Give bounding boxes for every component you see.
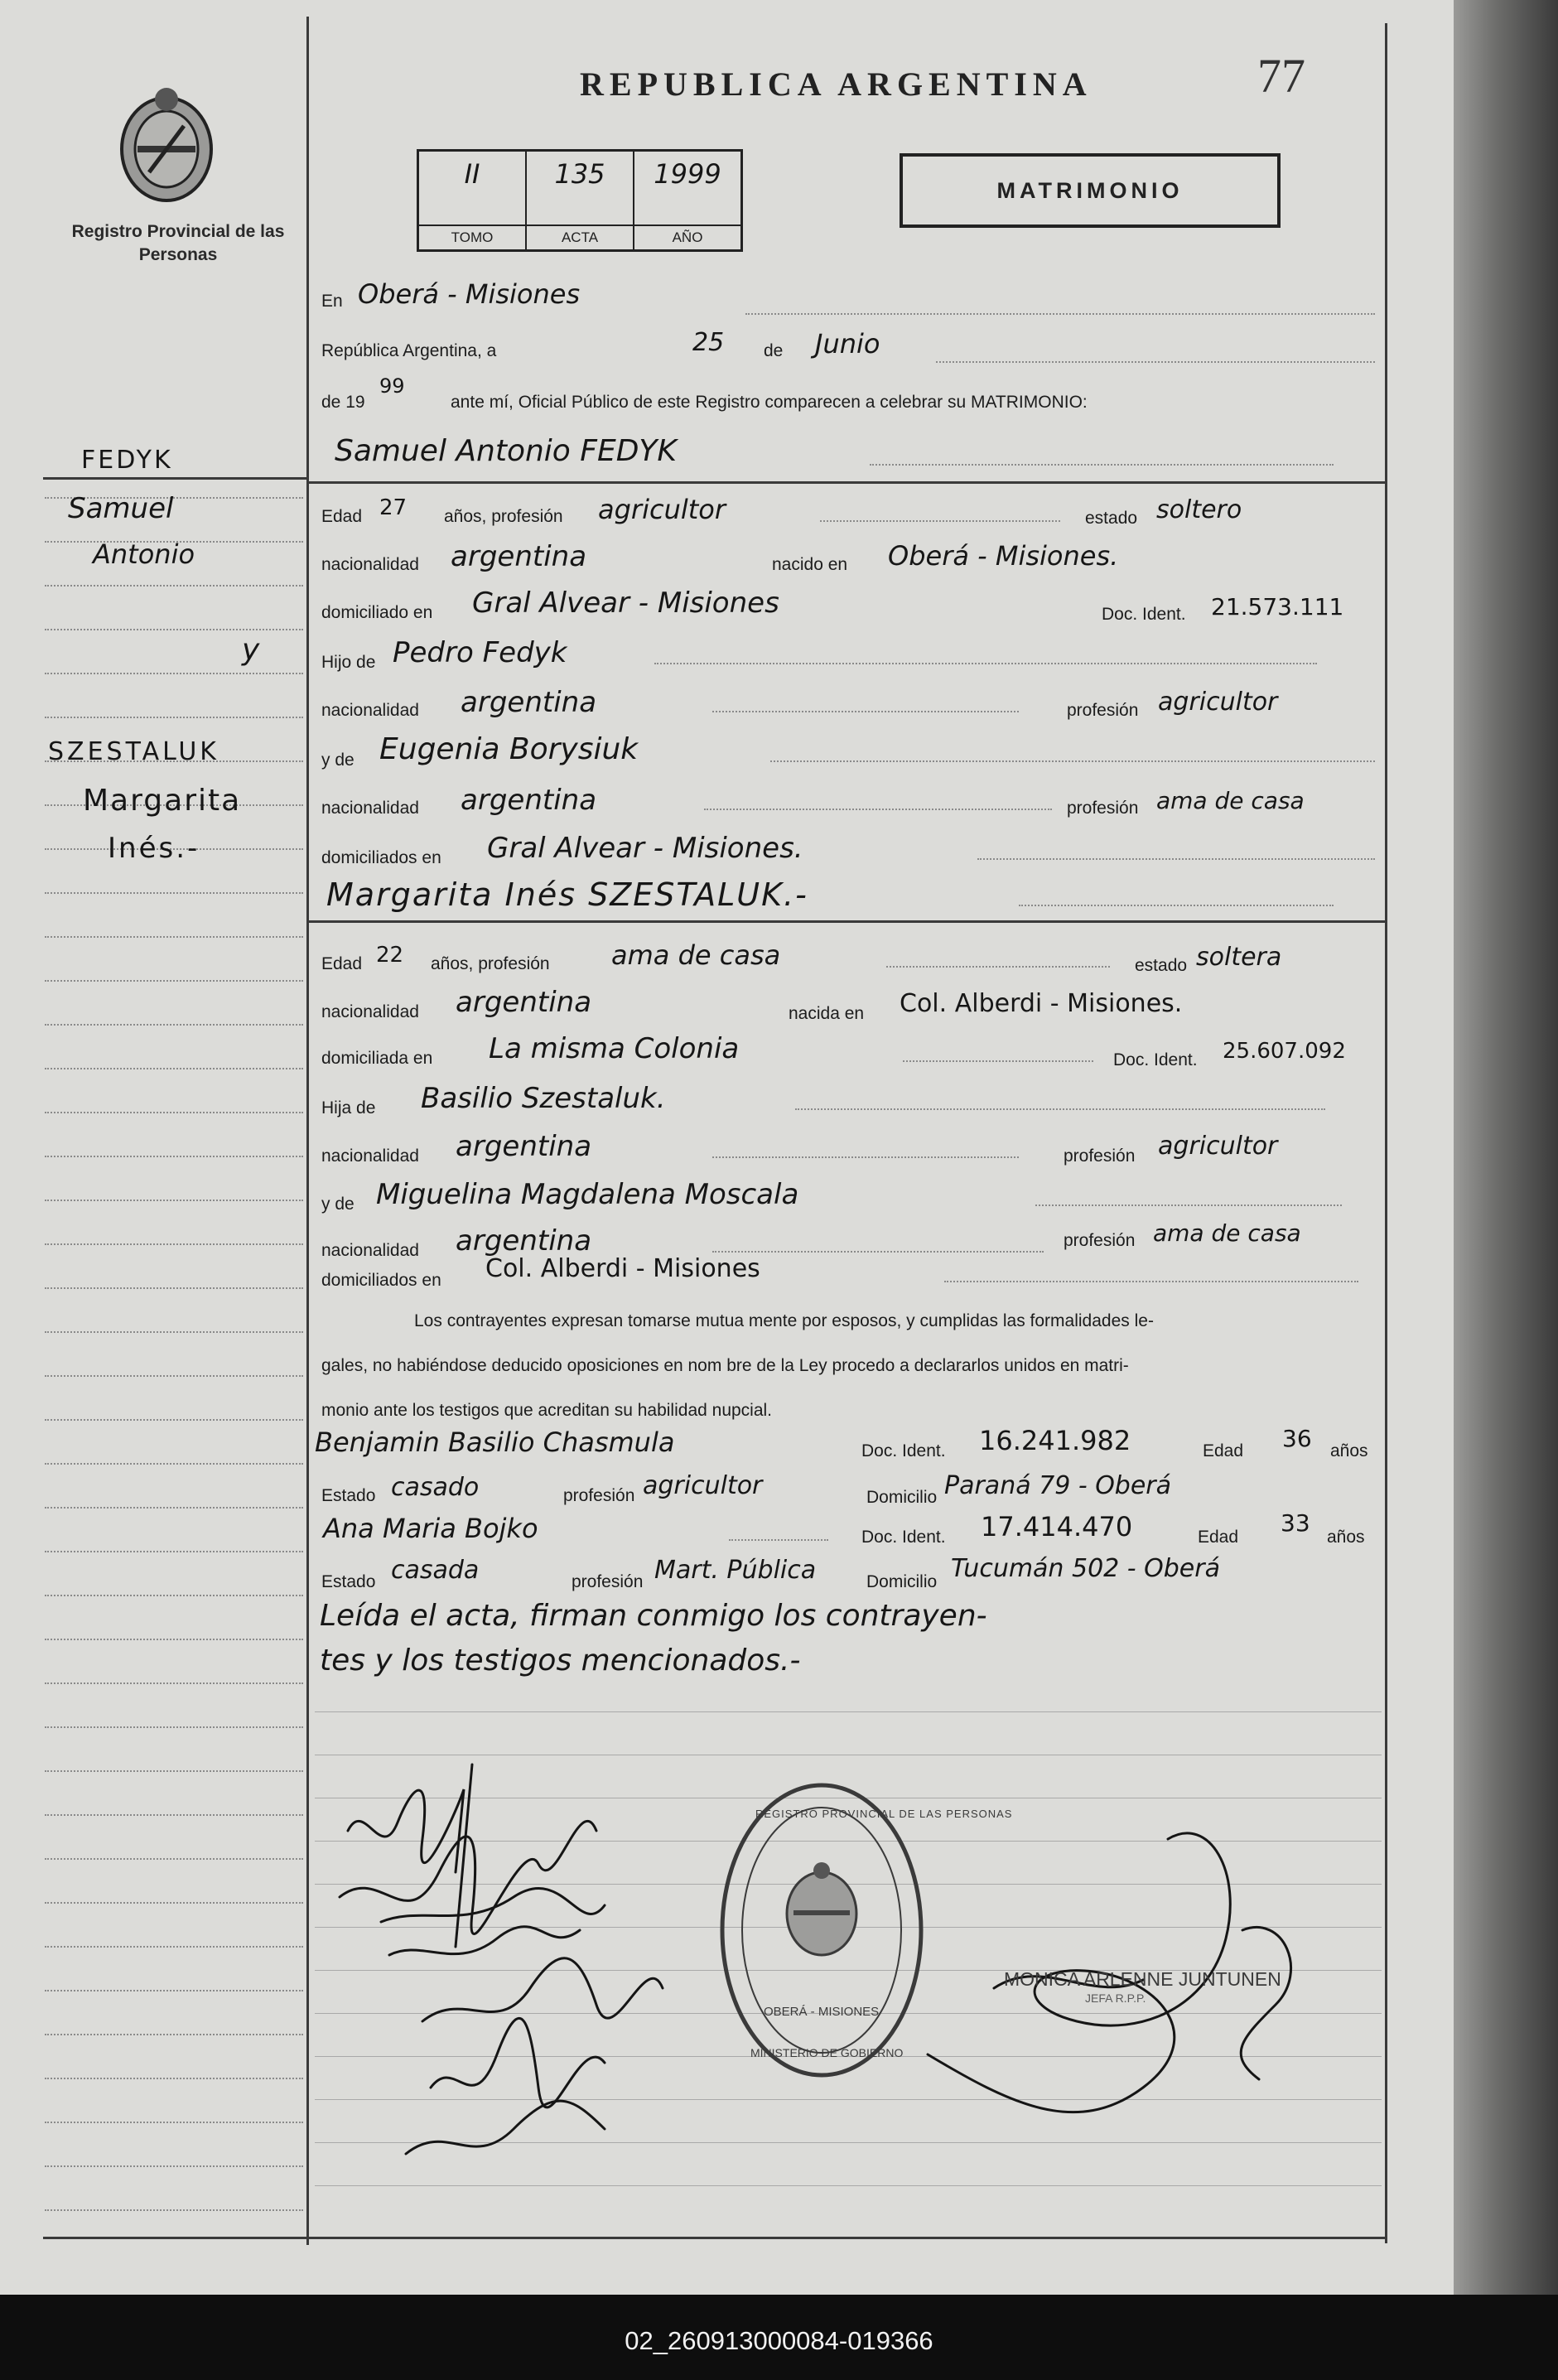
coat-of-arms xyxy=(116,81,217,205)
groom-yde-label: y de xyxy=(321,751,355,770)
groom-mother-nat-label: nacionalidad xyxy=(321,799,419,818)
bride-civil-status: soltera xyxy=(1196,943,1282,972)
bride-doc-label: Doc. Ident. xyxy=(1113,1050,1198,1069)
groom-edad-label: Edad xyxy=(321,507,363,526)
witness-2-name-dots xyxy=(729,1539,828,1541)
margin-ruled-line xyxy=(45,1331,303,1333)
country-title: REPUBLICA ARGENTINA xyxy=(580,65,1093,103)
bride-nat-label: nacionalidad xyxy=(321,1002,419,1021)
bride-yde-label: y de xyxy=(321,1195,355,1214)
bride-nationality: argentina xyxy=(456,986,592,1019)
acta-label: ACTA xyxy=(527,224,633,249)
place-dots xyxy=(745,313,1375,315)
groom-mother: Eugenia Borysiuk xyxy=(379,732,639,766)
groom-full-name: Samuel Antonio FEDYK xyxy=(335,434,678,468)
margin-ruled-line xyxy=(45,1990,303,1991)
witness-1-doc-label: Doc. Ident. xyxy=(861,1441,946,1460)
margin-ruled-line xyxy=(45,1068,303,1069)
groom-name-dots xyxy=(870,464,1334,466)
groom-hijo-label: Hijo de xyxy=(321,653,376,672)
bride-mother-prof-label: profesión xyxy=(1064,1231,1136,1250)
groom-nacido-label: nacido en xyxy=(772,555,848,574)
officer-stamp-name: MONICA ARLENNE JUNTUNEN xyxy=(1004,1968,1281,1990)
bride-mother-nat-label: nacionalidad xyxy=(321,1241,419,1260)
margin-connector: y xyxy=(242,633,260,667)
witness-1-domicile: Paraná 79 - Oberá xyxy=(944,1471,1172,1500)
declaration-line-2: gales, no habiéndose deducido oposiciones en nom bre de la Ley procedo a declararlos unidos en matri- xyxy=(321,1356,1129,1375)
margin-divider xyxy=(306,17,309,2245)
body-ruled-line xyxy=(315,1711,1382,1712)
groom-civil-status: soltero xyxy=(1156,495,1242,524)
witness-1-age: 36 xyxy=(1282,1425,1312,1452)
bride-name-dots xyxy=(1019,905,1334,906)
tomo-label: TOMO xyxy=(419,224,525,249)
margin-ruled-line xyxy=(45,2122,303,2123)
groom-parents-domicile: Gral Alvear - Misiones. xyxy=(487,832,803,865)
groom-parents-dom-dots xyxy=(977,858,1375,860)
margin-ruled-line xyxy=(45,2078,303,2079)
groom-father-nat-dots xyxy=(712,711,1019,712)
witness-2-profession: Mart. Pública xyxy=(654,1556,817,1585)
groom-domicile: Gral Alvear - Misiones xyxy=(472,587,779,620)
groom-doc-label: Doc. Ident. xyxy=(1102,605,1186,624)
margin-ruled-line xyxy=(45,629,303,630)
margin-ruled-line xyxy=(45,1814,303,1816)
groom-mother-prof-label: profesión xyxy=(1067,799,1139,818)
margin-ruled-line xyxy=(45,1770,303,1772)
file-id: 02_260913000084-019366 xyxy=(625,2326,933,2355)
register-box xyxy=(417,149,743,252)
groom-father-dots xyxy=(654,663,1317,664)
year-suffix: 99 xyxy=(379,374,405,398)
groom-father: Pedro Fedyk xyxy=(393,636,567,669)
groom-father-nationality: argentina xyxy=(461,686,597,719)
margin-groom-surname: FEDYK xyxy=(81,446,173,475)
ano-value: 1999 xyxy=(654,158,721,190)
place: Oberá - Misiones xyxy=(358,278,581,310)
witness-1-profession: agricultor xyxy=(643,1471,763,1500)
groom-prof-dots xyxy=(820,520,1060,522)
margin-ruled-line xyxy=(45,980,303,982)
bride-edad-label: Edad xyxy=(321,954,363,973)
groom-mother-nationality: argentina xyxy=(461,784,597,817)
groom-age: 27 xyxy=(379,495,408,520)
bride-section-rule xyxy=(308,920,1385,923)
groom-father-profession: agricultor xyxy=(1158,688,1278,717)
bride-father-prof-label: profesión xyxy=(1064,1147,1136,1166)
officer-stamp-title: JEFA R.P.P. xyxy=(1085,1991,1146,2005)
margin-ruled-line xyxy=(45,2209,303,2211)
bride-estado-label: estado xyxy=(1135,956,1188,975)
witness-1-doc: 16.241.982 xyxy=(979,1425,1131,1456)
year-prefix: de 19 xyxy=(321,393,365,412)
bride-mother-profession: ama de casa xyxy=(1153,1219,1301,1247)
bride-father: Basilio Szestaluk. xyxy=(421,1082,666,1115)
seal-bottom-text: MINISTERIO DE GOBIERNO xyxy=(750,2046,904,2059)
page-number: 77 xyxy=(1257,49,1305,103)
bride-profession: ama de casa xyxy=(611,939,781,971)
ano-cell xyxy=(634,152,740,249)
de-label: de xyxy=(764,341,784,360)
witness-1-status: casado xyxy=(391,1473,480,1502)
bride-prof-dots xyxy=(886,966,1110,968)
day: 25 xyxy=(692,328,725,357)
witness-2-edad-label: Edad xyxy=(1198,1528,1239,1547)
margin-ruled-line xyxy=(45,1726,303,1728)
acta-value: 135 xyxy=(554,158,605,190)
margin-ruled-line xyxy=(45,1375,303,1377)
bride-age: 22 xyxy=(376,943,404,968)
margin-groom-name-1: Samuel xyxy=(68,492,174,525)
seal-inner-text: OBERÁ - MISIONES xyxy=(764,2005,880,2019)
margin-top-rule xyxy=(43,477,306,480)
witness-1-dom-label: Domicilio xyxy=(866,1488,938,1507)
bride-mother: Miguelina Magdalena Moscala xyxy=(376,1178,799,1211)
bride-father-nat-label: nacionalidad xyxy=(321,1147,419,1166)
groom-doc-number: 21.573.111 xyxy=(1211,593,1344,620)
bride-father-dots xyxy=(795,1108,1325,1110)
declaration-line-3: monio ante los testigos que acreditan su habilidad nupcial. xyxy=(321,1401,773,1420)
margin-bride-name-1: Margarita xyxy=(83,784,242,818)
agency-label: Registro Provincial de las Personas xyxy=(71,222,285,264)
groom-estado-label: estado xyxy=(1085,509,1138,528)
groom-parents-dom-label: domiciliados en xyxy=(321,848,441,867)
margin-ruled-line xyxy=(45,1024,303,1026)
republica-label: República Argentina, a xyxy=(321,341,497,360)
groom-nationality: argentina xyxy=(451,540,587,573)
margin-ruled-line xyxy=(45,585,303,587)
witness-1-prof-label: profesión xyxy=(563,1486,635,1505)
witness-1-anos-label: años xyxy=(1330,1441,1368,1460)
witness-2-domicile: Tucumán 502 - Oberá xyxy=(951,1554,1220,1583)
groom-section-rule xyxy=(308,481,1385,484)
declaration-line-1: Los contrayentes expresan tomarse mutua mente por esposos, y cumplidas las formalidades le- xyxy=(414,1311,1154,1330)
groom-birthplace: Oberá - Misiones. xyxy=(888,540,1119,572)
witness-1-estado-label: Estado xyxy=(321,1486,376,1505)
witness-2-estado-label: Estado xyxy=(321,1572,376,1591)
margin-ruled-line xyxy=(45,1156,303,1157)
witness-2-name: Ana Maria Bojko xyxy=(323,1513,538,1544)
groom-mother-dots xyxy=(770,760,1375,762)
bride-mother-nat-dots xyxy=(712,1251,1044,1253)
margin-ruled-line xyxy=(45,717,303,718)
tomo-value: II xyxy=(464,158,480,190)
signatures xyxy=(331,1740,696,2204)
margin-groom-name-2: Antonio xyxy=(93,538,195,570)
margin-ruled-line xyxy=(45,673,303,674)
bride-doc-number: 25.607.092 xyxy=(1223,1039,1346,1064)
bride-domicile: La misma Colonia xyxy=(489,1032,740,1065)
margin-bride-surname: SZESTALUK xyxy=(48,737,219,766)
witness-2-prof-label: profesión xyxy=(572,1572,644,1591)
intro-statement: ante mí, Oficial Público de este Registro comparecen a celebrar su MATRIMONIO: xyxy=(451,393,1088,412)
witness-1-name: Benjamin Basilio Chasmula xyxy=(315,1427,675,1458)
witness-2-doc: 17.414.470 xyxy=(981,1511,1133,1542)
groom-profession: agricultor xyxy=(598,494,726,525)
bride-parents-dom-dots xyxy=(944,1281,1358,1282)
bottom-rule xyxy=(43,2237,1385,2239)
bride-anos-label: años, profesión xyxy=(431,954,550,973)
witness-2-status: casada xyxy=(391,1556,480,1585)
margin-ruled-line xyxy=(45,1595,303,1596)
margin-ruled-line xyxy=(45,1682,303,1684)
bride-full-name: Margarita Inés SZESTALUK.- xyxy=(326,876,808,913)
margin-ruled-line xyxy=(45,1243,303,1245)
groom-nat-label: nacionalidad xyxy=(321,555,419,574)
groom-mother-nat-dots xyxy=(704,809,1052,810)
month: Junio xyxy=(815,328,880,360)
margin-ruled-line xyxy=(45,1946,303,1948)
closing-line-1: Leída el acta, firman conmigo los contrayen- xyxy=(320,1599,987,1633)
witness-2-dom-label: Domicilio xyxy=(866,1572,938,1591)
margin-ruled-line xyxy=(45,1200,303,1201)
margin-ruled-line xyxy=(45,1463,303,1465)
groom-father-nat-label: nacionalidad xyxy=(321,701,419,720)
margin-bride-name-2: Inés.- xyxy=(108,832,200,865)
bride-dom-dots xyxy=(903,1060,1093,1062)
record-type-box: MATRIMONIO xyxy=(900,153,1281,228)
seal-ring-text: REGISTRO PROVINCIAL DE LAS PERSONAS xyxy=(755,1808,1013,1820)
witness-2-anos-label: años xyxy=(1327,1528,1365,1547)
groom-anos-label: años, profesión xyxy=(444,507,563,526)
margin-ruled-line xyxy=(45,892,303,894)
margin-ruled-line xyxy=(45,1287,303,1289)
margin-ruled-line xyxy=(45,2034,303,2035)
acta-cell xyxy=(527,152,634,249)
bride-birthplace: Col. Alberdi - Misiones. xyxy=(900,989,1183,1018)
margin-ruled-line xyxy=(45,1551,303,1552)
margin-ruled-line xyxy=(45,2165,303,2167)
bride-father-nat-dots xyxy=(712,1156,1019,1158)
margin-ruled-line xyxy=(45,936,303,938)
witness-1-edad-label: Edad xyxy=(1203,1441,1244,1460)
groom-mother-profession: ama de casa xyxy=(1156,787,1305,814)
closing-line-2: tes y los testigos mencionados.- xyxy=(320,1644,801,1678)
margin-ruled-line xyxy=(45,1902,303,1904)
month-dots xyxy=(936,361,1375,363)
bride-hija-label: Hija de xyxy=(321,1098,376,1118)
bride-parents-domicile: Col. Alberdi - Misiones xyxy=(485,1254,760,1283)
bride-nacida-label: nacida en xyxy=(789,1004,865,1023)
tomo-cell xyxy=(419,152,527,249)
bride-dom-label: domiciliada en xyxy=(321,1049,433,1068)
page-edge xyxy=(1454,0,1558,2295)
right-border xyxy=(1385,23,1387,2243)
witness-2-doc-label: Doc. Ident. xyxy=(861,1528,946,1547)
en-label: En xyxy=(321,292,343,311)
groom-dom-label: domiciliado en xyxy=(321,603,433,622)
bride-mother-nationality: argentina xyxy=(456,1224,592,1258)
ano-label: AÑO xyxy=(634,224,740,249)
witness-2-age: 33 xyxy=(1281,1509,1310,1537)
bride-parents-dom-label: domiciliados en xyxy=(321,1271,441,1290)
groom-father-prof-label: profesión xyxy=(1067,701,1139,720)
bride-father-nationality: argentina xyxy=(456,1130,592,1163)
margin-ruled-line xyxy=(45,1639,303,1640)
margin-ruled-line xyxy=(45,1419,303,1421)
margin-ruled-line xyxy=(45,1507,303,1509)
bride-father-profession: agricultor xyxy=(1158,1132,1278,1161)
margin-ruled-line xyxy=(45,1112,303,1113)
bride-mother-dots xyxy=(1035,1204,1342,1206)
margin-ruled-line xyxy=(45,1858,303,1860)
